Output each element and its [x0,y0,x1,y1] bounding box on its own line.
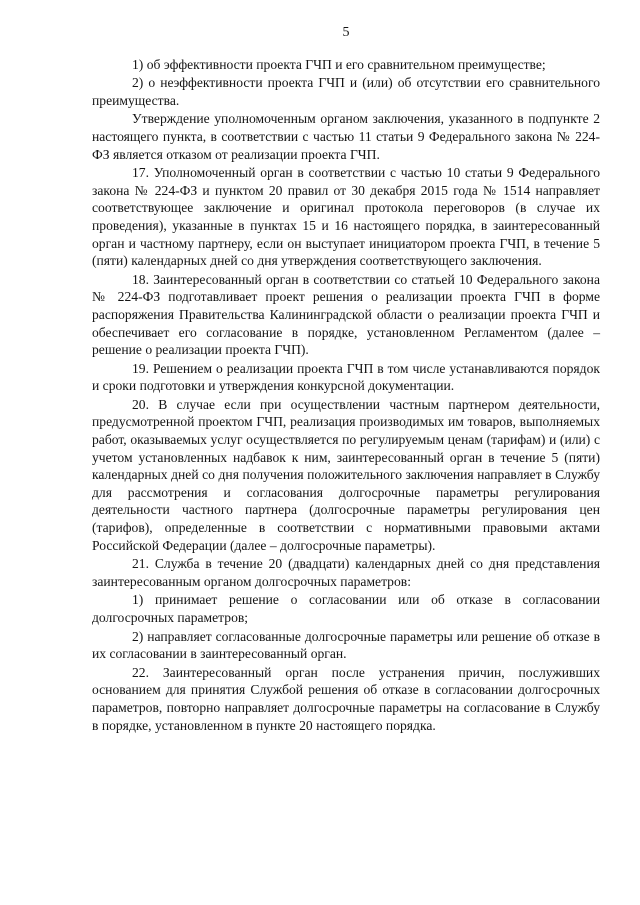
paragraph-21-item-2: 2) направляет согласованные долгосрочные параметры или решение об отказе в их согласовании в заинтересованный орган. [92,628,600,662]
paragraph-item-1: 1) об эффективности проекта ГЧП и его сравнительном преимуществе; [132,56,546,72]
paragraph-21-item-1: 1) принимает решение о согласовании или об отказе в согласовании долгосрочных параметров; [92,592,600,625]
paragraph-21: 21. Служба в течение 20 (двадцати) календарных дней со дня представления заинтересованным органом долгосрочных параметров: [92,556,600,589]
paragraph-20: 20. В случае если при осуществлении частным партнером деятельности, предусмотренной проектом ГЧП, реализация производимых им товаров, выполняемых работ, оказываемых услуг осуществляется по регулируемым ценам (тарифам) и (или) с учетом установленных надбавок к ним, заинтересованный орган в течение 5 (пяти) календарных дней со дня получения положительного заключения направляет в Службу для рассмотрения и согласования долгосрочные параметры регулирования деятельности частного партнера (долгосрочные параметры регулирования цен (тарифов), определенные в соответствии с нормативными правовыми актами Российской Федерации (далее – долгосрочные параметры). [92,396,600,553]
paragraph-18: 18. Заинтересованный орган в соответствии со статьей 10 Федерального закона № 224-ФЗ подготавливает проект решения о реализации проекта ГЧП в форме распоряжения Правительства Калининградской области о реализации проекта ГЧП и обеспечивает его согласование в порядке, установленном Регламентом (далее – решение о реализации проекта ГЧП). [92,271,600,358]
document-page [92,24,600,734]
paragraph-approval-note: Утверждение уполномоченным органом заключения, указанного в подпункте 2 настоящего пункта, в соответствии с частью 11 статьи 9 Федерального закона № 224-ФЗ является отказом от реализации проекта ГЧП. [92,111,600,162]
paragraph-item-2: 2) о неэффективности проекта ГЧП и (или) об отсутствии его сравнительного преимущества. [92,75,600,108]
paragraph-17: 17. Уполномоченный орган в соответствии с частью 10 статьи 9 Федерального закона № 224-ФЗ и пунктом 20 правил от 30 декабря 2015 года № 1514 направляет соответствующее заключение и оригинал протокола переговоров (в случае их проведения), указанные в пунктах 15 и 16 настоящего порядка, в заинтересованный орган и частному партнеру, если он выступает инициатором проекта ГЧП, в течение 5 (пяти) календарных дней со дня утверждения соответствующего заключения. [92,165,600,269]
paragraph-19: 19. Решением о реализации проекта ГЧП в том числе устанавливаются порядок и сроки подготовки и утверждения конкурсной документации. [92,360,600,394]
page-number: 5 [342,25,350,40]
paragraph-22: 22. Заинтересованный орган после устранения причин, послуживших основанием для принятия Службой решения об отказе в согласовании долгосрочных параметров, повторно направляет долгосрочные параметры на согласование в Службу в порядке, установленном в пункте 20 настоящего порядка. [92,664,600,733]
